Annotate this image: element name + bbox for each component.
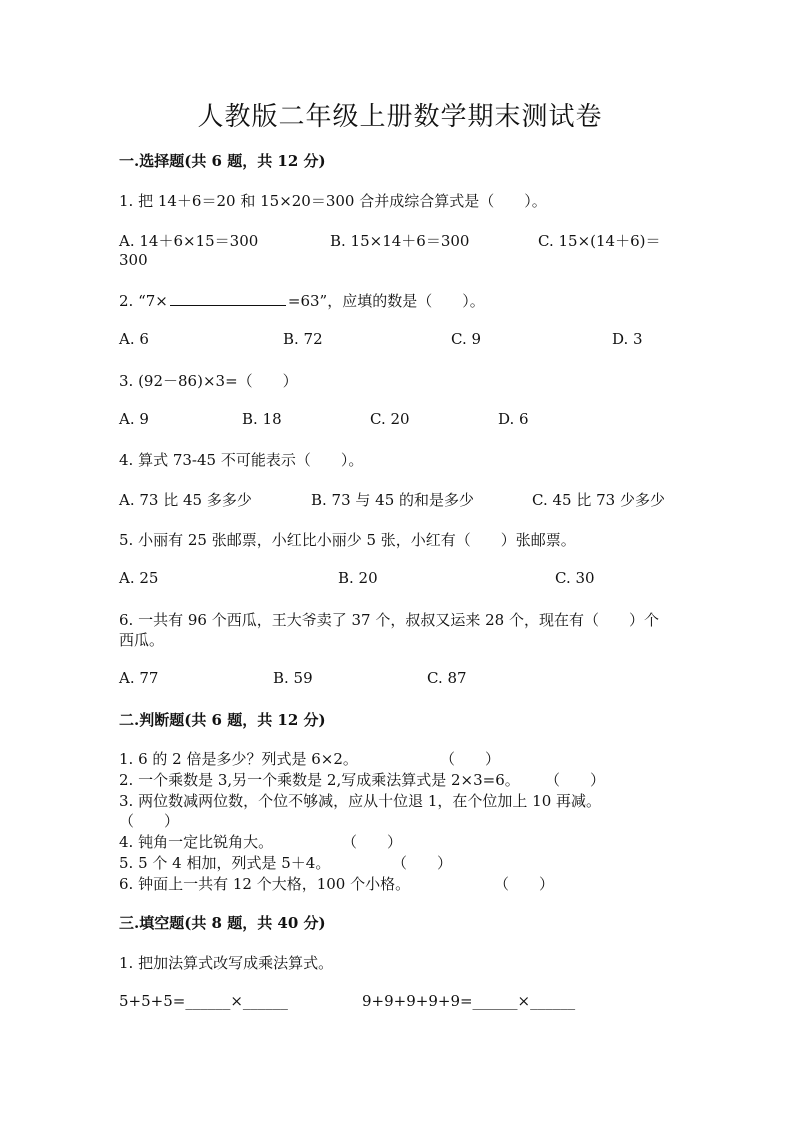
option-a: A. 14＋6×15＝300 xyxy=(119,232,259,250)
tf-answer-paren: （ ） xyxy=(494,875,555,893)
tf-answer-paren: （ ） xyxy=(342,833,403,851)
option-d: D. 6 xyxy=(498,410,529,428)
tf-answer-paren: （ ） xyxy=(119,812,180,830)
question-4: 4. 算式 73-45 不可能表示（ ）。 xyxy=(119,451,364,469)
question-2 xyxy=(119,290,485,311)
question-2-prefix: 2. “7× xyxy=(119,292,168,310)
option-b: B. 73 与 45 的和是多少 xyxy=(311,491,475,509)
tf-answer-paren: （ ） xyxy=(392,854,453,872)
question-6-line1: 6. 一共有 96 个西瓜，王大爷卖了 37 个，叔叔又运来 28 个，现在有（ ）个 xyxy=(119,611,659,629)
option-a: A. 73 比 45 多多少 xyxy=(119,491,252,509)
tf-item-5 xyxy=(119,852,330,873)
option-c: C. 15×(14＋6)＝ xyxy=(538,232,661,250)
question-5: 5. 小丽有 25 张邮票，小红比小丽少 5 张，小红有（ ）张邮票。 xyxy=(119,531,576,549)
answer-blank xyxy=(170,291,286,306)
tf-item-text: 6. 钟面上一共有 12 个大格，100 个小格。 xyxy=(119,875,411,893)
tf-item-4 xyxy=(119,831,273,852)
option-b: B. 15×14＋6＝300 xyxy=(330,232,470,250)
option-b: B. 20 xyxy=(338,569,378,587)
tf-item-6 xyxy=(119,873,410,894)
option-a: A. 25 xyxy=(119,569,159,587)
option-c: C. 30 xyxy=(555,569,595,587)
tf-item-text: 3. 两位数减两位数，个位不够减，应从十位退 1，在个位加上 10 再减。 xyxy=(119,792,602,810)
section-heading-choice: 一.选择题(共 6 题，共 12 分) xyxy=(119,152,326,170)
tf-answer-paren: （ ） xyxy=(545,771,606,789)
tf-item-text: 2. 一个乘数是 3,另一个乘数是 2,写成乘法算式是 2×3=6。 xyxy=(119,771,520,789)
tf-item-3 xyxy=(119,790,601,811)
fill-expression-right: 9+9+9+9+9=______×______ xyxy=(362,992,576,1010)
tf-answer-paren: （ ） xyxy=(440,750,501,768)
option-a: A. 6 xyxy=(119,330,149,348)
tf-item-text: 1. 6 的 2 倍是多少？列式是 6×2。 xyxy=(119,750,358,768)
question-6-line2: 西瓜。 xyxy=(119,631,165,649)
option-c: C. 87 xyxy=(427,669,467,687)
option-b: B. 59 xyxy=(273,669,313,687)
tf-item-1 xyxy=(119,748,358,769)
option-b: B. 18 xyxy=(242,410,282,428)
question-1: 1. 把 14＋6＝20 和 15×20＝300 合并成综合算式是（ ）。 xyxy=(119,192,547,210)
exam-title: 人教版二年级上册数学期末测试卷 xyxy=(197,102,603,132)
option-c: C. 9 xyxy=(451,330,482,348)
section-heading-fill-blank: 三.填空题(共 8 题，共 40 分) xyxy=(119,914,326,932)
tf-item-2 xyxy=(119,769,520,790)
option-d: D. 3 xyxy=(612,330,643,348)
option-b: B. 72 xyxy=(283,330,323,348)
option-a: A. 9 xyxy=(119,410,149,428)
option-c: C. 20 xyxy=(370,410,410,428)
option-c: C. 45 比 73 少多少 xyxy=(532,491,665,509)
fill-question-1: 1. 把加法算式改写成乘法算式。 xyxy=(119,954,334,972)
option-c-wrap: 300 xyxy=(119,251,148,269)
fill-expression-left: 5+5+5=______×______ xyxy=(119,992,288,1010)
tf-item-text: 5. 5 个 4 相加，列式是 5＋4。 xyxy=(119,854,331,872)
question-2-suffix: =63”，应填的数是（ ）。 xyxy=(287,292,485,310)
section-heading-true-false: 二.判断题(共 6 题，共 12 分) xyxy=(119,711,326,729)
option-a: A. 77 xyxy=(119,669,159,687)
question-3: 3. (92－86)×3=（ ） xyxy=(119,372,298,390)
tf-item-text: 4. 钝角一定比锐角大。 xyxy=(119,833,274,851)
